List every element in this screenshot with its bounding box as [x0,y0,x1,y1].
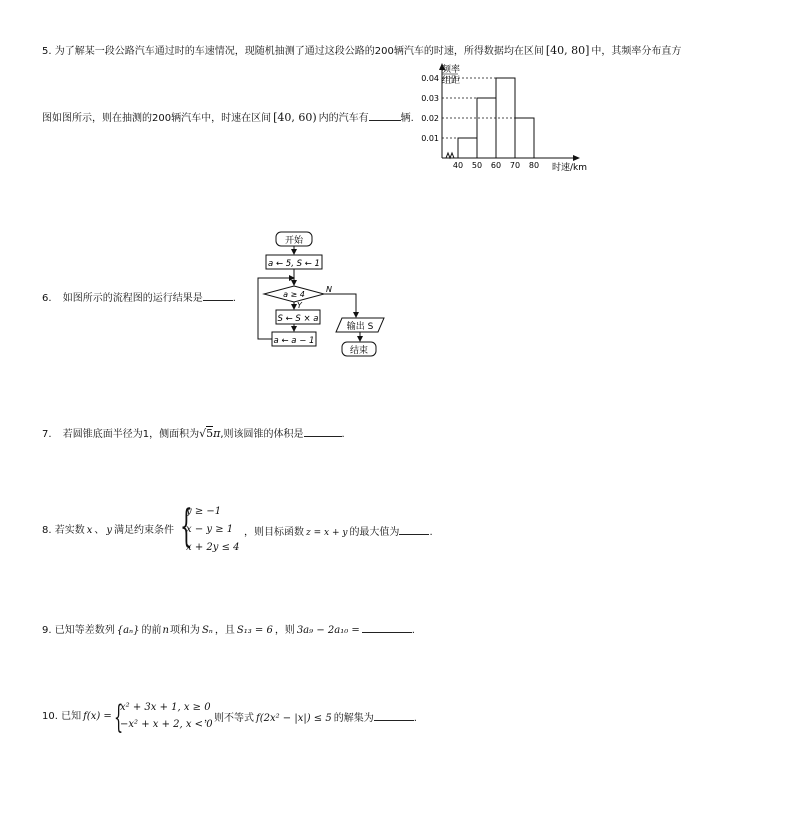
q10-fx: f(x) = [83,711,112,722]
q5-text-part4: 内的汽车有 [318,113,369,124]
histogram-x-title: 时速/km [552,163,588,173]
histogram-x-arrow [573,155,580,161]
histogram-y-tick-0.01: 0.01 [421,134,439,143]
q6-answer-blank[interactable] [203,290,233,301]
q7-text-part2: ,则该圆锥的体积是 [220,429,304,440]
q9-text-part2: 的前 [141,625,162,636]
q7-pi: π [213,427,221,440]
q8-line-right [244,524,433,540]
q9-text-part5: ，则 [274,625,295,636]
flowchart [252,228,392,358]
flow-step1-label: S ← S × a [277,314,319,324]
q5-number: 5. [42,46,52,57]
q10-case-2: −x² + x + 2, x < 0 [120,719,213,730]
flow-decision-label: a ≥ 4 [283,290,305,299]
histogram-x-tick-50: 50 [471,161,483,170]
q9-end: . [411,625,415,636]
q10-text-part3: 的解集为 [333,713,374,724]
q5-interval2: [40, 60) [273,111,317,124]
q9-text-part3: 项和为 [169,625,200,636]
q8-condition-1: y ≥ −1 [186,506,222,517]
q10-line-right [204,710,417,726]
q7-number: 7. [42,429,52,440]
histogram-x-tick-40: 40 [452,161,464,170]
q10-case-1: x² + 3x + 1, x ≥ 0 [120,702,211,713]
q7-line [42,426,345,442]
q6-end: . [232,293,236,304]
q5-unit: 辆. [400,113,414,124]
q5-text-part3: 图如图所示，则在抽测的200辆汽车中，时速在区间 [42,113,272,124]
flow-step2-label: a ← a − 1 [273,336,315,346]
q7-text-part1: 若圆锥底面半径为1，侧面积为 [62,429,200,440]
histogram-bar-40-50 [458,138,477,158]
histogram-bar-70-80 [515,118,534,158]
histogram-axis-break [446,153,454,158]
q8-var-y: y [106,525,113,536]
q5-text-part2: 中，其频率分布直方 [591,46,682,57]
q10-inequality: f(2x² − |x|) ≤ 5 [256,713,332,724]
histogram-y-tick-0.04: 0.04 [421,74,439,83]
q8-text-part2: 满足约束条件 [114,525,175,536]
frequency-histogram [412,60,592,175]
q9-n: n [162,625,169,636]
q9-expr: 3a₉ − 2a₁₀ = [296,625,360,636]
q5-interval1: [40, 80] [545,44,590,57]
q10-text-part2: ，则不等式 [204,713,254,724]
q8-number: 8. [42,525,52,536]
q9-sn: Sₙ [201,625,213,636]
histogram-y-title-bottom: 组距 [442,76,461,86]
q7-sqrt-arg: 5 [206,427,214,440]
q9-given: S₁₃ = 6 [236,625,273,636]
q9-text-part4: ，且 [214,625,235,636]
q5-line1 [42,44,681,59]
q9-line [42,622,415,638]
q6-text: 如图所示的流程图的运行结果是 [62,293,203,304]
q10-text-part1: 已知 [61,711,82,722]
q8-text-part1: 若实数 [54,525,85,536]
histogram-y-tick-0.02: 0.02 [421,114,439,123]
q9-number: 9. [42,625,52,636]
flow-output-label: 输出 S [346,322,374,332]
histogram-x-tick-70: 70 [509,161,521,170]
q7-sqrt: √5 [199,427,214,440]
q8-condition-3: x + 2y ≤ 4 [186,542,240,553]
q10-end: . [413,713,417,724]
q6-number: 6. [42,293,52,304]
q9-text-part1: 已知等差数列 [54,625,115,636]
q10-brace: { [114,698,124,736]
q5-text-part1: 为了解某一段公路汽车通过时的车速情况，现随机抽测了通过这段公路的200辆汽车的时速，所得数据均在区间 [54,46,544,57]
q5-line2 [42,110,414,126]
q8-end: . [429,527,433,538]
q10-piecewise [114,698,213,736]
histogram-bar-50-60 [477,98,496,158]
q7-answer-blank[interactable] [304,426,342,437]
q8-brace: { [180,501,193,552]
histogram-y-tick-0.03: 0.03 [421,94,439,103]
q8-objective: z = x + y [306,528,348,538]
q6-line [42,290,236,306]
q8-var-x: x [86,525,93,536]
histogram-x-tick-80: 80 [528,161,540,170]
histogram-y-title-top: 频率 [442,65,461,75]
flow-no-label: N [326,285,332,294]
flow-start-label: 开始 [284,236,304,246]
q5-answer-blank[interactable] [369,110,401,121]
q8-answer-blank[interactable] [399,524,429,535]
flow-end-label: 结束 [349,346,369,356]
flow-init-label: a ← 5, S ← 1 [268,259,320,269]
q10-answer-blank[interactable] [374,710,414,721]
flow-yes-label: Y [297,301,302,310]
q7-end: . [341,429,345,440]
q9-answer-blank[interactable] [362,622,412,633]
q9-seq: {aₙ} [116,625,140,636]
q8-text-part3: ，则目标函数 [244,527,304,538]
q8-constraint-system [180,501,240,558]
q10-number: 10. [42,711,58,722]
q8-condition-2: x − y ≥ 1 [186,524,234,535]
q10-line [42,710,112,724]
histogram-x-tick-60: 60 [490,161,502,170]
q8-line [42,524,174,538]
q8-text-part4: 的最大值为 [349,527,400,538]
q8-sep: 、 [94,525,105,536]
